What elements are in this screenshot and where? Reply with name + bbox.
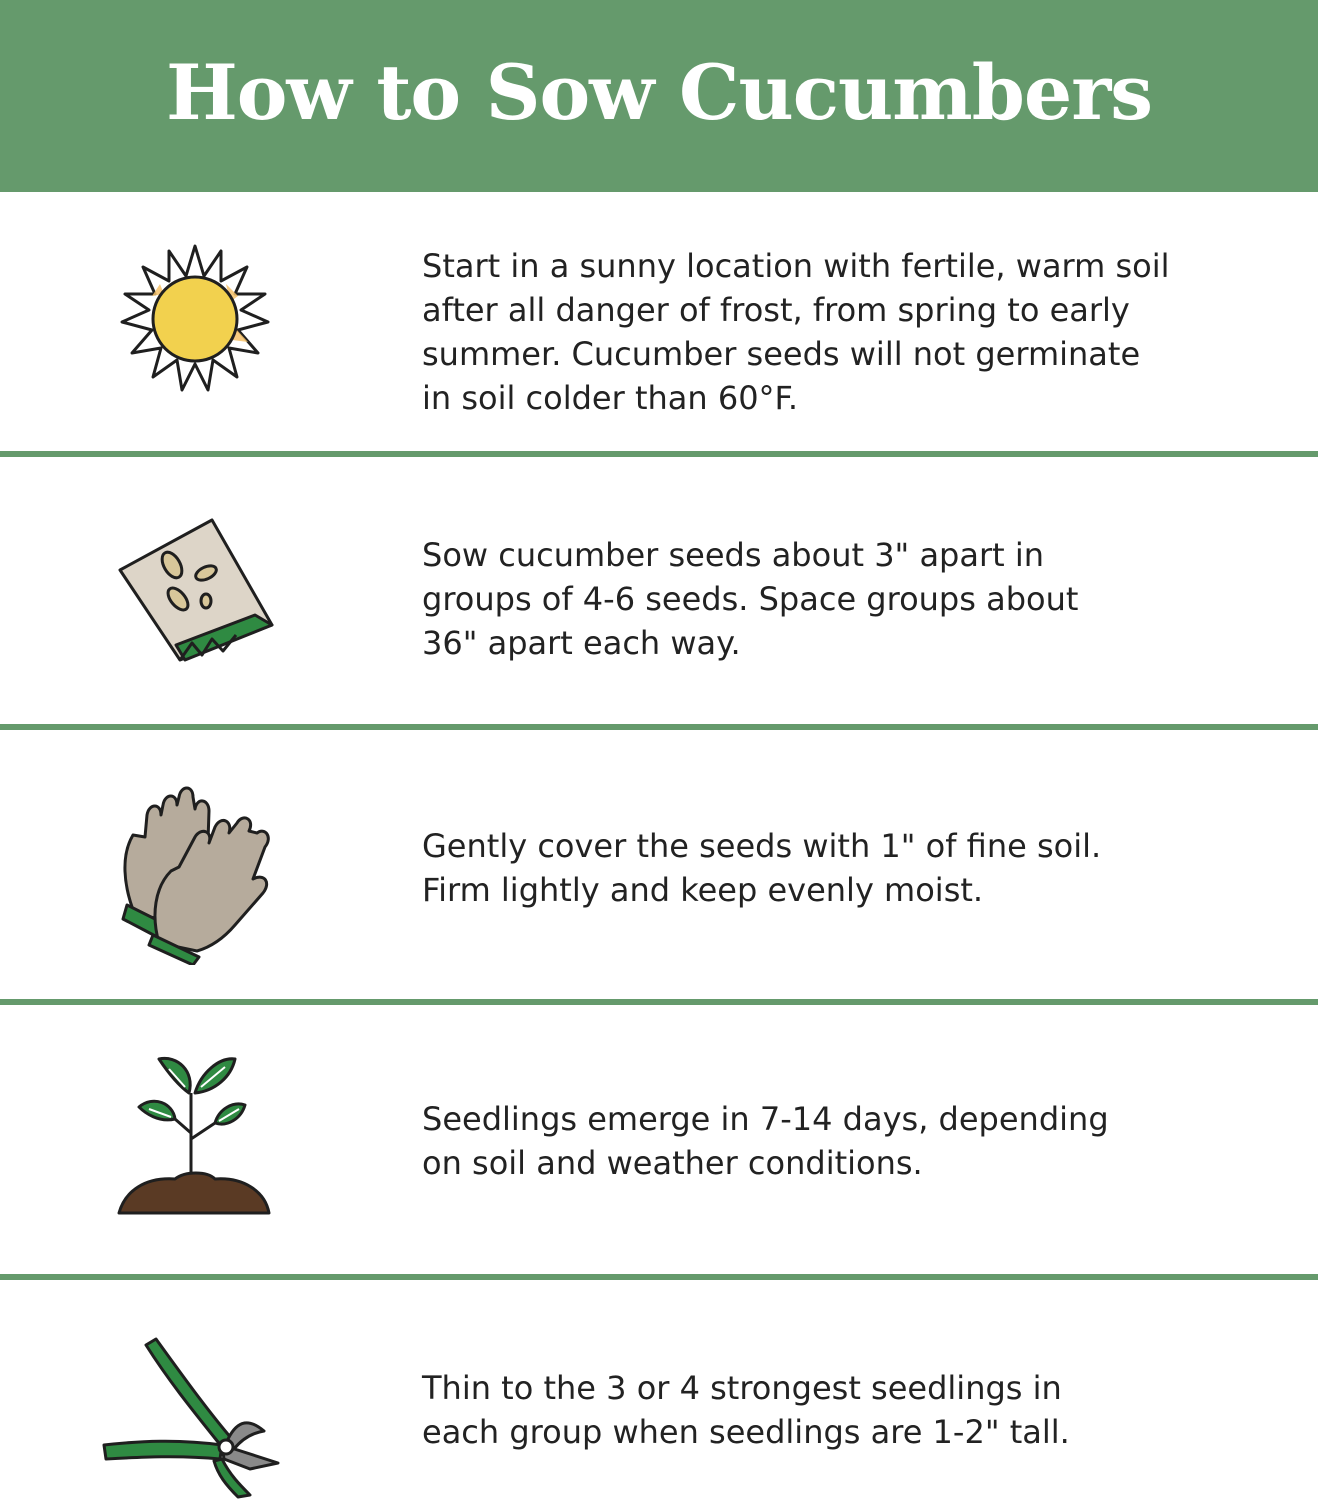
step-4 — [0, 1005, 1318, 1275]
step-1-line-2: after all danger of frost, from spring to early — [422, 291, 1130, 329]
step-1-line-1: Start in a sunny location with fertile, warm soil — [422, 247, 1170, 285]
step-4-line-2: on soil and weather conditions. — [422, 1144, 923, 1182]
step-2-line-1: Sow cucumber seeds about 3" apart in — [422, 536, 1045, 574]
step-5-line-1: Thin to the 3 or 4 strongest seedlings in — [422, 1369, 1062, 1407]
seedling-icon — [100, 1053, 290, 1218]
step-1-line-4: in soil colder than 60°F. — [422, 379, 798, 417]
step-5 — [0, 1280, 1318, 1500]
page-title: How to Sow Cucumbers — [165, 48, 1153, 137]
step-4-text — [422, 1097, 1272, 1185]
step-2 — [0, 457, 1318, 725]
title-banner — [0, 0, 1318, 192]
pruning-shears-icon — [100, 1335, 290, 1500]
gloves-icon — [100, 775, 290, 965]
step-2-line-3: 36" apart each way. — [422, 624, 741, 662]
step-1-text — [422, 244, 1272, 420]
step-5-text — [422, 1366, 1272, 1454]
step-4-line-1: Seedlings emerge in 7-14 days, depending — [422, 1100, 1109, 1138]
step-2-line-2: groups of 4-6 seeds. Space groups about — [422, 580, 1079, 618]
step-2-text — [422, 533, 1272, 665]
step-3 — [0, 730, 1318, 1000]
step-1-line-3: summer. Cucumber seeds will not germinate — [422, 335, 1141, 373]
step-3-text — [422, 824, 1272, 912]
step-5-line-2: each group when seedlings are 1-2" tall. — [422, 1413, 1070, 1451]
sun-icon — [100, 244, 290, 394]
step-3-line-1: Gently cover the seeds with 1" of fine soil. — [422, 827, 1102, 865]
step-3-line-2: Firm lightly and keep evenly moist. — [422, 871, 984, 909]
step-1 — [0, 192, 1318, 452]
seed-packet-icon — [100, 515, 290, 665]
